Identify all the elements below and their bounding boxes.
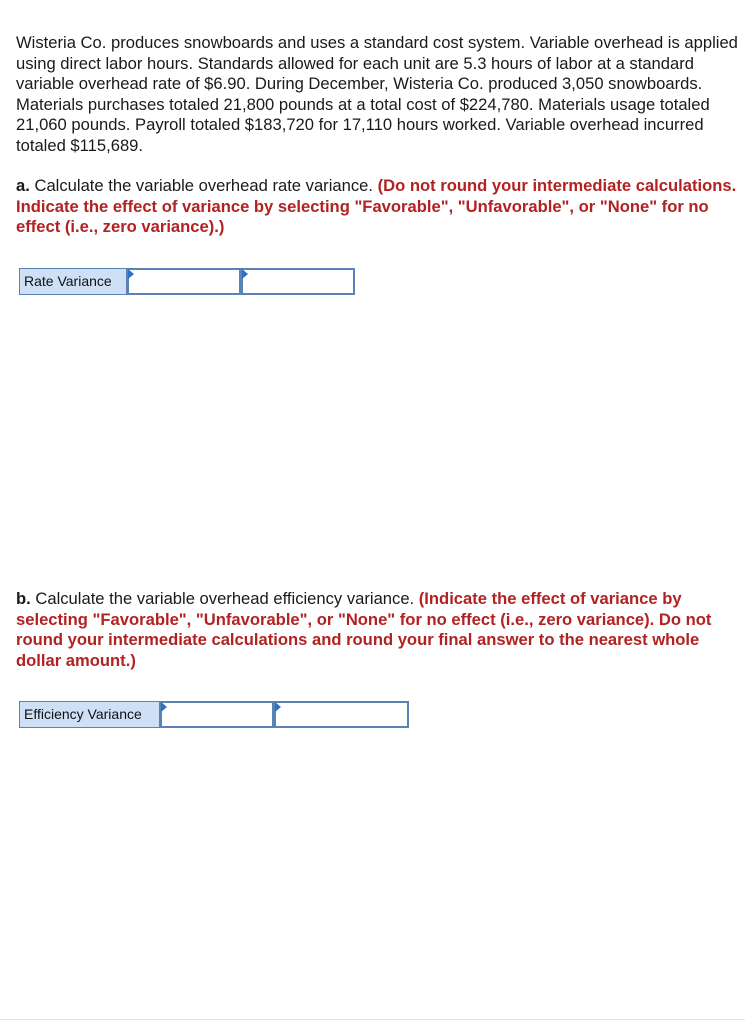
part-a-question: Calculate the variable overhead rate variance. [29, 176, 378, 195]
efficiency-variance-amount-cell[interactable] [160, 701, 274, 728]
efficiency-variance-label: Efficiency Variance [19, 701, 160, 728]
efficiency-variance-effect-cell[interactable] [274, 701, 409, 728]
efficiency-variance-effect-select[interactable] [276, 703, 407, 726]
rate-variance-amount-cell[interactable] [127, 268, 241, 295]
efficiency-variance-row [19, 701, 409, 728]
problem-statement: Wisteria Co. produces snowboards and uses a standard cost system. Variable overhead is applied using direct labor hours. Standards allowed for each unit are 5.3 hours of labor at a standard variable overhead rate of $6.90. During December, Wisteria Co. produced 3,050 snowboards. Materials purchases totaled 21,800 pounds at a total cost of $224,780. Materials usage totaled 21,060 pounds. Payroll totaled $183,720 for 17,110 hours worked. Variable overhead incurred totaled $115,689. [16, 33, 738, 155]
part-a-prompt [16, 176, 741, 238]
rate-variance-effect-cell[interactable] [241, 268, 355, 295]
bottom-divider [0, 1019, 745, 1020]
part-a-instruction: (Do not round your intermediate calculations. Indicate the effect of variance by selecting "Favorable", "Unfavorable", or "None" for no effect (i.e., zero variance).) [16, 176, 737, 237]
part-a-letter: a. [16, 176, 30, 195]
efficiency-variance-amount-input[interactable] [162, 703, 272, 726]
rate-variance-row [19, 268, 355, 295]
rate-variance-amount-input[interactable] [129, 270, 239, 293]
part-b-question: Calculate the variable overhead efficiency variance. [30, 589, 419, 608]
part-b-letter: b. [16, 589, 31, 608]
rate-variance-label: Rate Variance [19, 268, 127, 295]
part-b-instruction: (Indicate the effect of variance by selecting "Favorable", "Unfavorable", or "None" for no effect (i.e., zero variance). Do not round your intermediate calculations and round your final answer to the nearest whole dollar amount.) [16, 589, 712, 670]
rate-variance-effect-select[interactable] [243, 270, 353, 293]
part-b-prompt [16, 589, 741, 671]
